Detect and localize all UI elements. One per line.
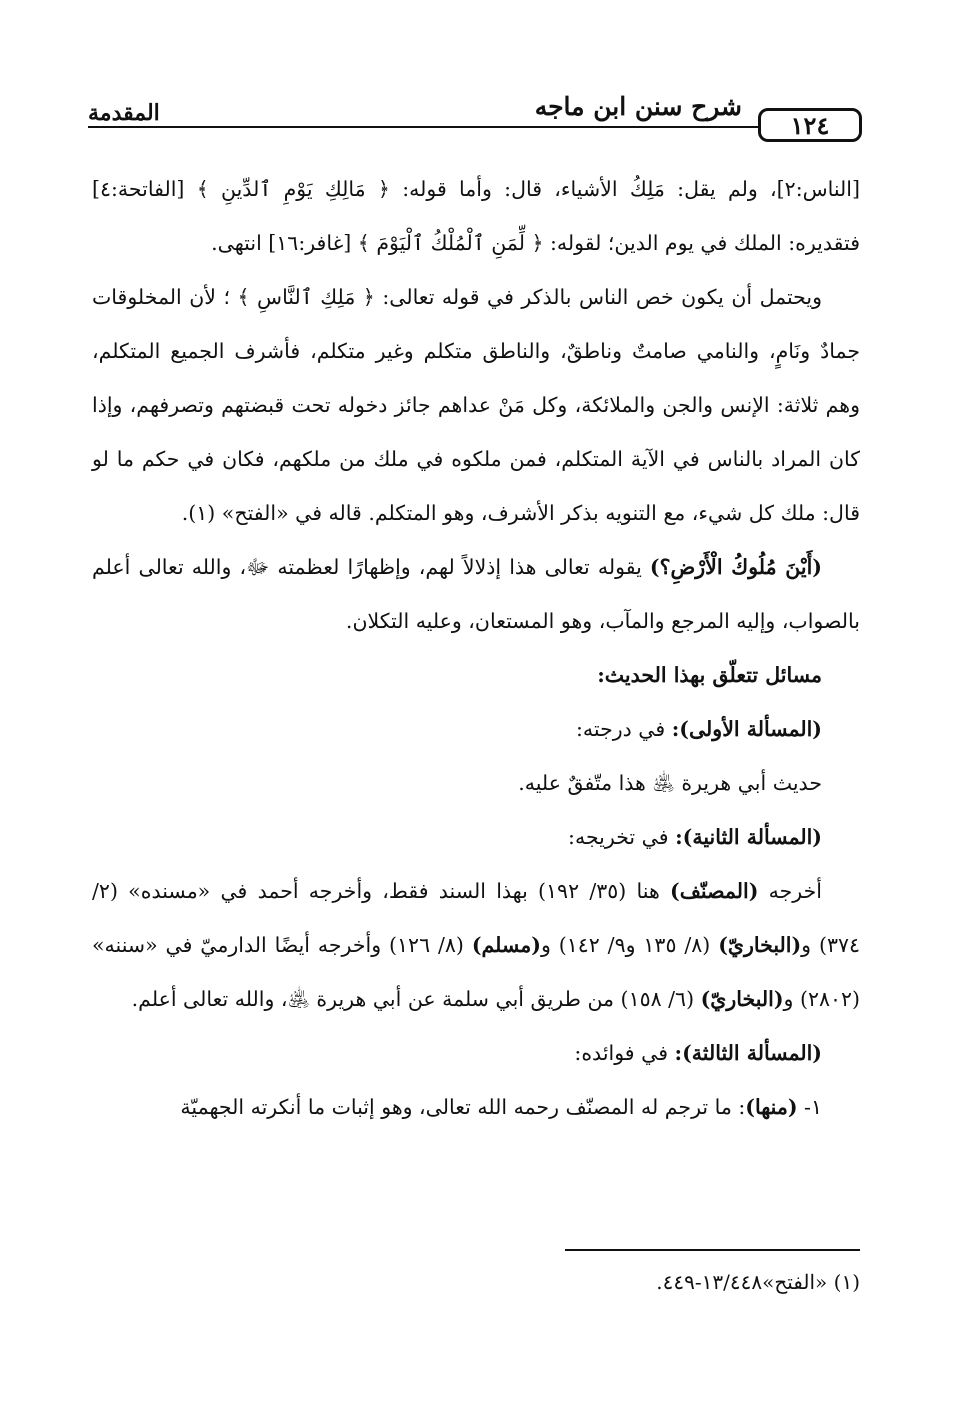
page-number: ١٢٤ (758, 108, 862, 142)
quote-kings-of-earth: (أَيْنَ مُلُوكُ الْأَرْضِ؟) (649, 555, 822, 579)
benefit-1-text: : ما ترجم له المصنّف رحمه الله تعالى، وهو إثبات ما أنكرته الجهميّة (180, 1095, 746, 1119)
issue-2-title: في تخريجه: (568, 825, 676, 849)
issue-2-part1: أخرجه (758, 879, 822, 903)
book-title: شرح سنن ابن ماجه (534, 92, 742, 121)
issue-3-heading: (المسألة الثالثة): (674, 1041, 822, 1065)
paragraph-2: ويحتمل أن يكون خص الناس بالذكر في قوله تعالى: ﴿ مَلِكِ ٱلنَّاسِ ﴾ ؛ لأن المخلوقات جمادٌ ونَامٍ، والنامي صامتٌ وناطقٌ، والناطق متكلم وغير متكلم، فأشرف الجميع المتكلم، وهم ثلاثة: الإنس والجن والملائكة، وكل مَنْ عداهم جائز دخوله تحت قبضتهم وتصرفهم، وإذا كان المراد بالناس في الآية المتكلم، فمن ملكوه في ملك من ملكهم، فكان في حكم ما لو قال: ملك كل شيء، مع التنويه بذكر الأشرف، وهو المتكلم. قاله في «الفتح» (١). (92, 285, 860, 525)
issue-1-text: حديث أبي هريرة ﵁ هذا متّفقٌ عليه. (518, 771, 822, 795)
ref-musannaf: (المصنّف) (670, 879, 759, 903)
issue-2-part5: (٦/ ١٥٨) من طريق أبي سلمة عن أبي هريرة ﵁، والله تعالى أعلم. (131, 987, 701, 1011)
issue-2-part3: (٨/ ١٣٥ و٩/ ١٤٢) و (540, 933, 719, 957)
issue-1-heading: (المسألة الأولى): (671, 717, 822, 741)
issue-2 (92, 810, 860, 864)
footnote-rule (565, 1249, 860, 1251)
paragraph-3 (92, 540, 860, 648)
issue-3-title: في فوائده: (574, 1041, 675, 1065)
ref-bukhari-1: (البخاريّ) (718, 933, 802, 957)
benefit-1 (92, 1080, 860, 1134)
issue-1 (92, 702, 860, 756)
issue-2-part4: (٨/ ١٢٦) وأخرجه أيضًا الدارميّ في «سننه» (٢٨٠٢) و (92, 933, 860, 1011)
issue-1-title: في درجته: (575, 717, 672, 741)
header-rule (88, 126, 758, 128)
benefit-1-label: (منها) (745, 1095, 798, 1119)
ref-muslim: (مسلم) (471, 933, 541, 957)
page-header (88, 92, 862, 148)
main-text (92, 162, 860, 1134)
benefit-1-number: ١- (797, 1095, 822, 1119)
issue-2-text (92, 864, 860, 1026)
issues-heading: مسائل تتعلّق بهذا الحديث: (597, 663, 822, 687)
ref-bukhari-2: (البخاريّ) (700, 987, 784, 1011)
issue-2-part2: هنا (٣٥/ ١٩٢) بهذا السند فقط، وأخرجه أحمد في «مسنده» (٢/ ٣٧٤) و (92, 879, 860, 957)
paragraph-3-rest: يقوله تعالى هذا إذلالاً لهم، وإظهارًا لعظمته ﷻ، والله تعالى أعلم بالصواب، وإليه المرجع والمآب، وهو المستعان، وعليه التكلان. (92, 555, 860, 633)
footnote-1: (١) «الفتح»١٣/٤٤٨-٤٤٩. (656, 1270, 860, 1294)
issue-3 (92, 1026, 860, 1080)
issue-2-heading: (المسألة الثانية): (675, 825, 822, 849)
paragraph-1: [الناس:٢]، ولم يقل: مَلِكُ الأشياء، قال: وأما قوله: ﴿ مَالِكِ يَوْمِ ٱلدِّينِ ﴾ [الفاتحة:٤] فتقديره: الملك في يوم الدين؛ لقوله: ﴿ لِّمَنِ ٱلْمُلْكُ ٱلْيَوْمَ ﴾ [غافر:١٦] انتهى. (92, 177, 860, 255)
section-title: المقدمة (88, 100, 160, 126)
